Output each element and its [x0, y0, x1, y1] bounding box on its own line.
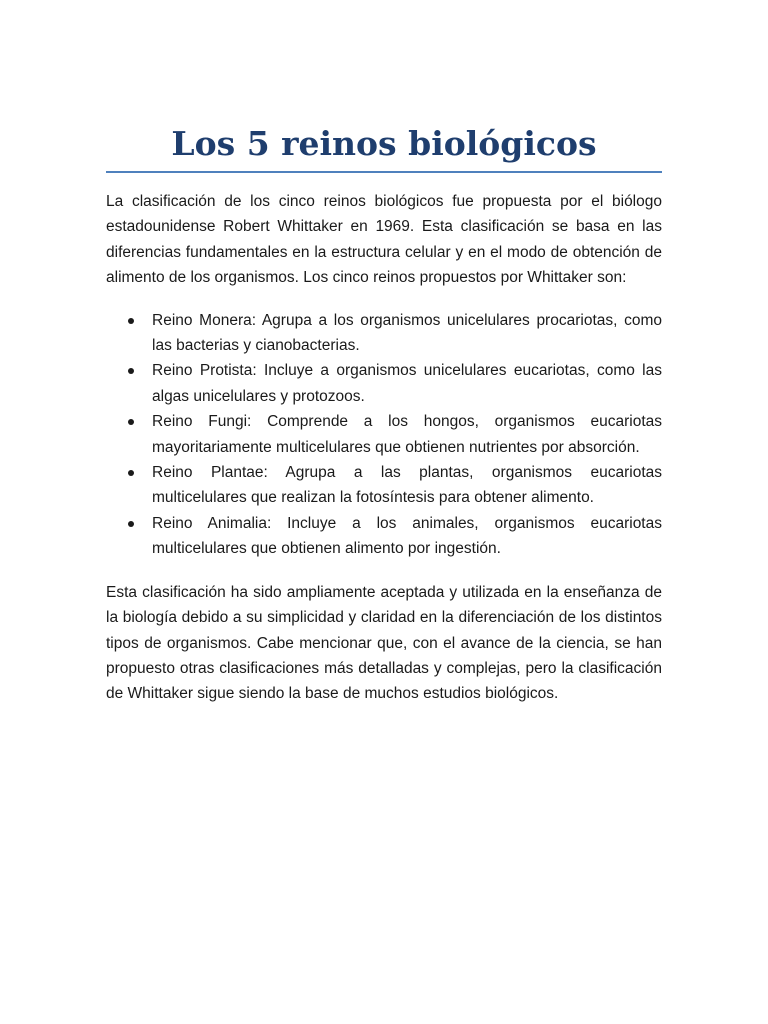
- bullet-icon: [128, 521, 134, 527]
- document-title: Los 5 reinos biológicos: [171, 124, 597, 163]
- list-item-protista: [106, 358, 662, 409]
- list-item-text: Reino Protista: Incluye a organismos unicelulares eucariotas, como las algas unicelulares y protozoos.: [152, 362, 662, 405]
- bullet-icon: [128, 368, 134, 374]
- title-underline: [106, 171, 662, 173]
- bullet-icon: [128, 318, 134, 324]
- list-item-text: Reino Monera: Agrupa a los organismos unicelulares procariotas, como las bacterias y cianobacterias.: [152, 311, 662, 355]
- intro-paragraph: La clasificación de los cinco reinos biológicos fue propuesta por el biólogo estadounidense Robert Whittaker en 1969. Esta clasificación se basa en las diferencias fundamentales en la estructura celular y en el modo de obtención de alimento de los organismos. Los cinco reinos propuestos por Whittaker son:: [106, 193, 662, 287]
- list-item-fungi: [106, 409, 662, 460]
- list-item-text: Reino Animalia: Incluye a los animales, organismos eucariotas multicelulares que obtienen alimento por ingestión.: [152, 514, 662, 558]
- list-item-monera: [106, 308, 662, 359]
- document-page: [106, 118, 662, 707]
- kingdom-list: [106, 308, 662, 562]
- list-item-text: Reino Plantae: Agrupa a las plantas, organismos eucariotas multicelulares que realizan la fotosíntesis para obtener alimento.: [152, 464, 662, 507]
- list-item-animalia: [106, 511, 662, 562]
- conclusion-paragraph: Esta clasificación ha sido ampliamente aceptada y utilizada en la enseñanza de la biología debido a su simplicidad y claridad en la diferenciación de los distintos tipos de organismos. Cabe mencionar que, con el avance de la ciencia, se han propuesto otras clasificaciones más detalladas y complejas, pero la clasificación de Whittaker sigue siendo la base de muchos estudios biológicos.: [106, 583, 662, 703]
- bullet-icon: [128, 419, 134, 425]
- bullet-icon: [128, 470, 134, 476]
- list-item-text: Reino Fungi: Comprende a los hongos, organismos eucariotas mayoritariamente multicelulares que obtienen nutrientes por absorción.: [152, 413, 662, 456]
- list-item-plantae: [106, 460, 662, 511]
